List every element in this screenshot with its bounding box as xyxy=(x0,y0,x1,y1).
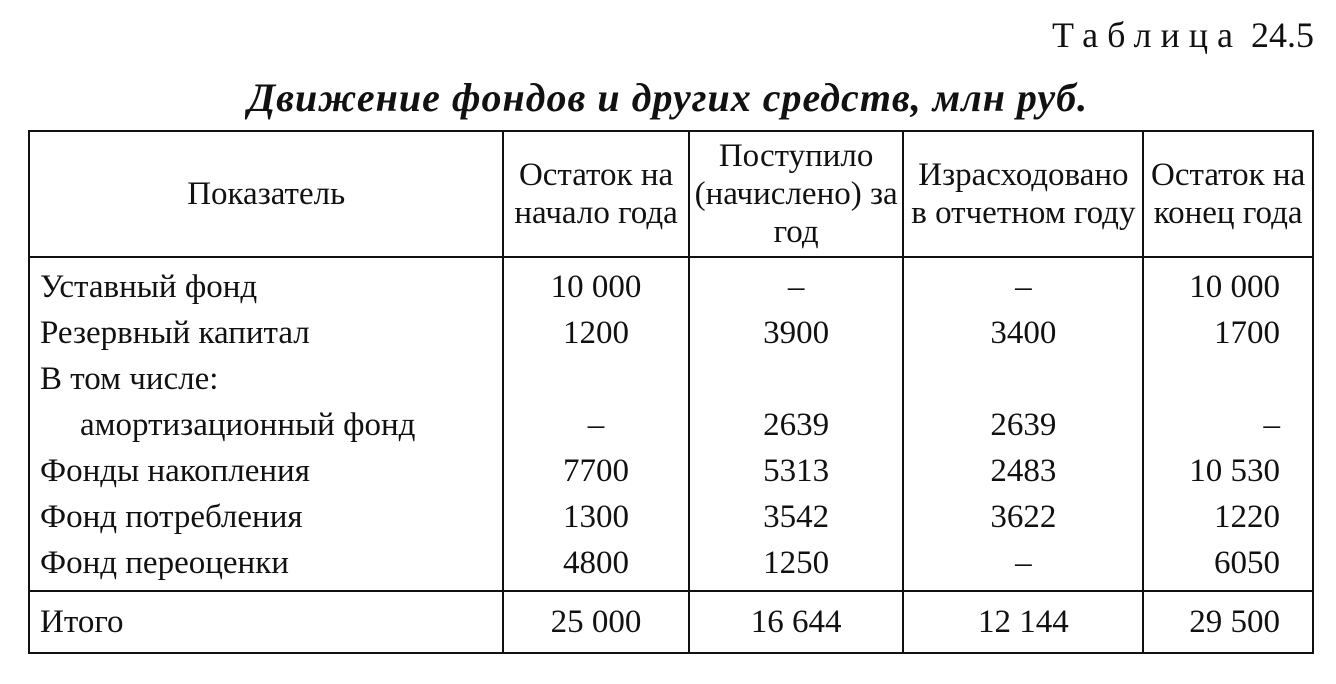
cell-end: – xyxy=(1143,402,1313,448)
row-name: В том числе: xyxy=(29,356,503,402)
total-label: Итого xyxy=(29,591,503,653)
table-row xyxy=(29,540,1313,591)
table-row xyxy=(29,356,1313,402)
column-header-spent: Израсходовано в отчетном году xyxy=(903,131,1143,257)
cell-spent: – xyxy=(903,257,1143,310)
cell-received: 5313 xyxy=(689,448,904,494)
cell-end: 10 000 xyxy=(1143,257,1313,310)
cell-received: – xyxy=(689,257,904,310)
cell-start: 1200 xyxy=(503,310,688,356)
cell-start: 1300 xyxy=(503,494,688,540)
table-row xyxy=(29,494,1313,540)
table-word: Таблица xyxy=(1052,15,1242,55)
cell-end: 6050 xyxy=(1143,540,1313,591)
row-name: Фонд переоценки xyxy=(29,540,503,591)
total-row xyxy=(29,591,1313,653)
table-row xyxy=(29,310,1313,356)
cell-end xyxy=(1143,356,1313,402)
row-name: Фонд потребления xyxy=(29,494,503,540)
row-name: Уставный фонд xyxy=(29,257,503,310)
cell-received: 3542 xyxy=(689,494,904,540)
total-start: 25 000 xyxy=(503,591,688,653)
cell-end: 10 530 xyxy=(1143,448,1313,494)
cell-received: 1250 xyxy=(689,540,904,591)
cell-spent: 3622 xyxy=(903,494,1143,540)
table-number: 24.5 xyxy=(1251,15,1314,55)
cell-end: 1700 xyxy=(1143,310,1313,356)
table-number-label xyxy=(1052,14,1314,56)
funds-movement-table xyxy=(28,130,1314,654)
column-header-start-balance: Остаток на начало года xyxy=(503,131,688,257)
header-row xyxy=(29,131,1313,257)
table-title: Движение фондов и других средств, млн руб. xyxy=(247,75,1089,120)
total-end: 29 500 xyxy=(1143,591,1313,653)
cell-start: – xyxy=(503,402,688,448)
total-received: 16 644 xyxy=(689,591,904,653)
cell-spent: 2639 xyxy=(903,402,1143,448)
cell-start xyxy=(503,356,688,402)
cell-received: 2639 xyxy=(689,402,904,448)
table-row xyxy=(29,448,1313,494)
column-header-received: Поступило (начислено) за год xyxy=(689,131,904,257)
row-name: Фонды накопления xyxy=(29,448,503,494)
table-row xyxy=(29,257,1313,310)
cell-spent xyxy=(903,356,1143,402)
cell-start: 4800 xyxy=(503,540,688,591)
cell-spent: – xyxy=(903,540,1143,591)
column-header-indicator: Показатель xyxy=(29,131,503,257)
cell-start: 10 000 xyxy=(503,257,688,310)
cell-spent: 3400 xyxy=(903,310,1143,356)
cell-received xyxy=(689,356,904,402)
table-row xyxy=(29,402,1313,448)
cell-end: 1220 xyxy=(1143,494,1313,540)
row-name: Резервный капитал xyxy=(29,310,503,356)
cell-spent: 2483 xyxy=(903,448,1143,494)
row-name: амортизационный фонд xyxy=(29,402,503,448)
cell-start: 7700 xyxy=(503,448,688,494)
column-header-end-balance: Остаток на конец года xyxy=(1143,131,1313,257)
cell-received: 3900 xyxy=(689,310,904,356)
total-spent: 12 144 xyxy=(903,591,1143,653)
